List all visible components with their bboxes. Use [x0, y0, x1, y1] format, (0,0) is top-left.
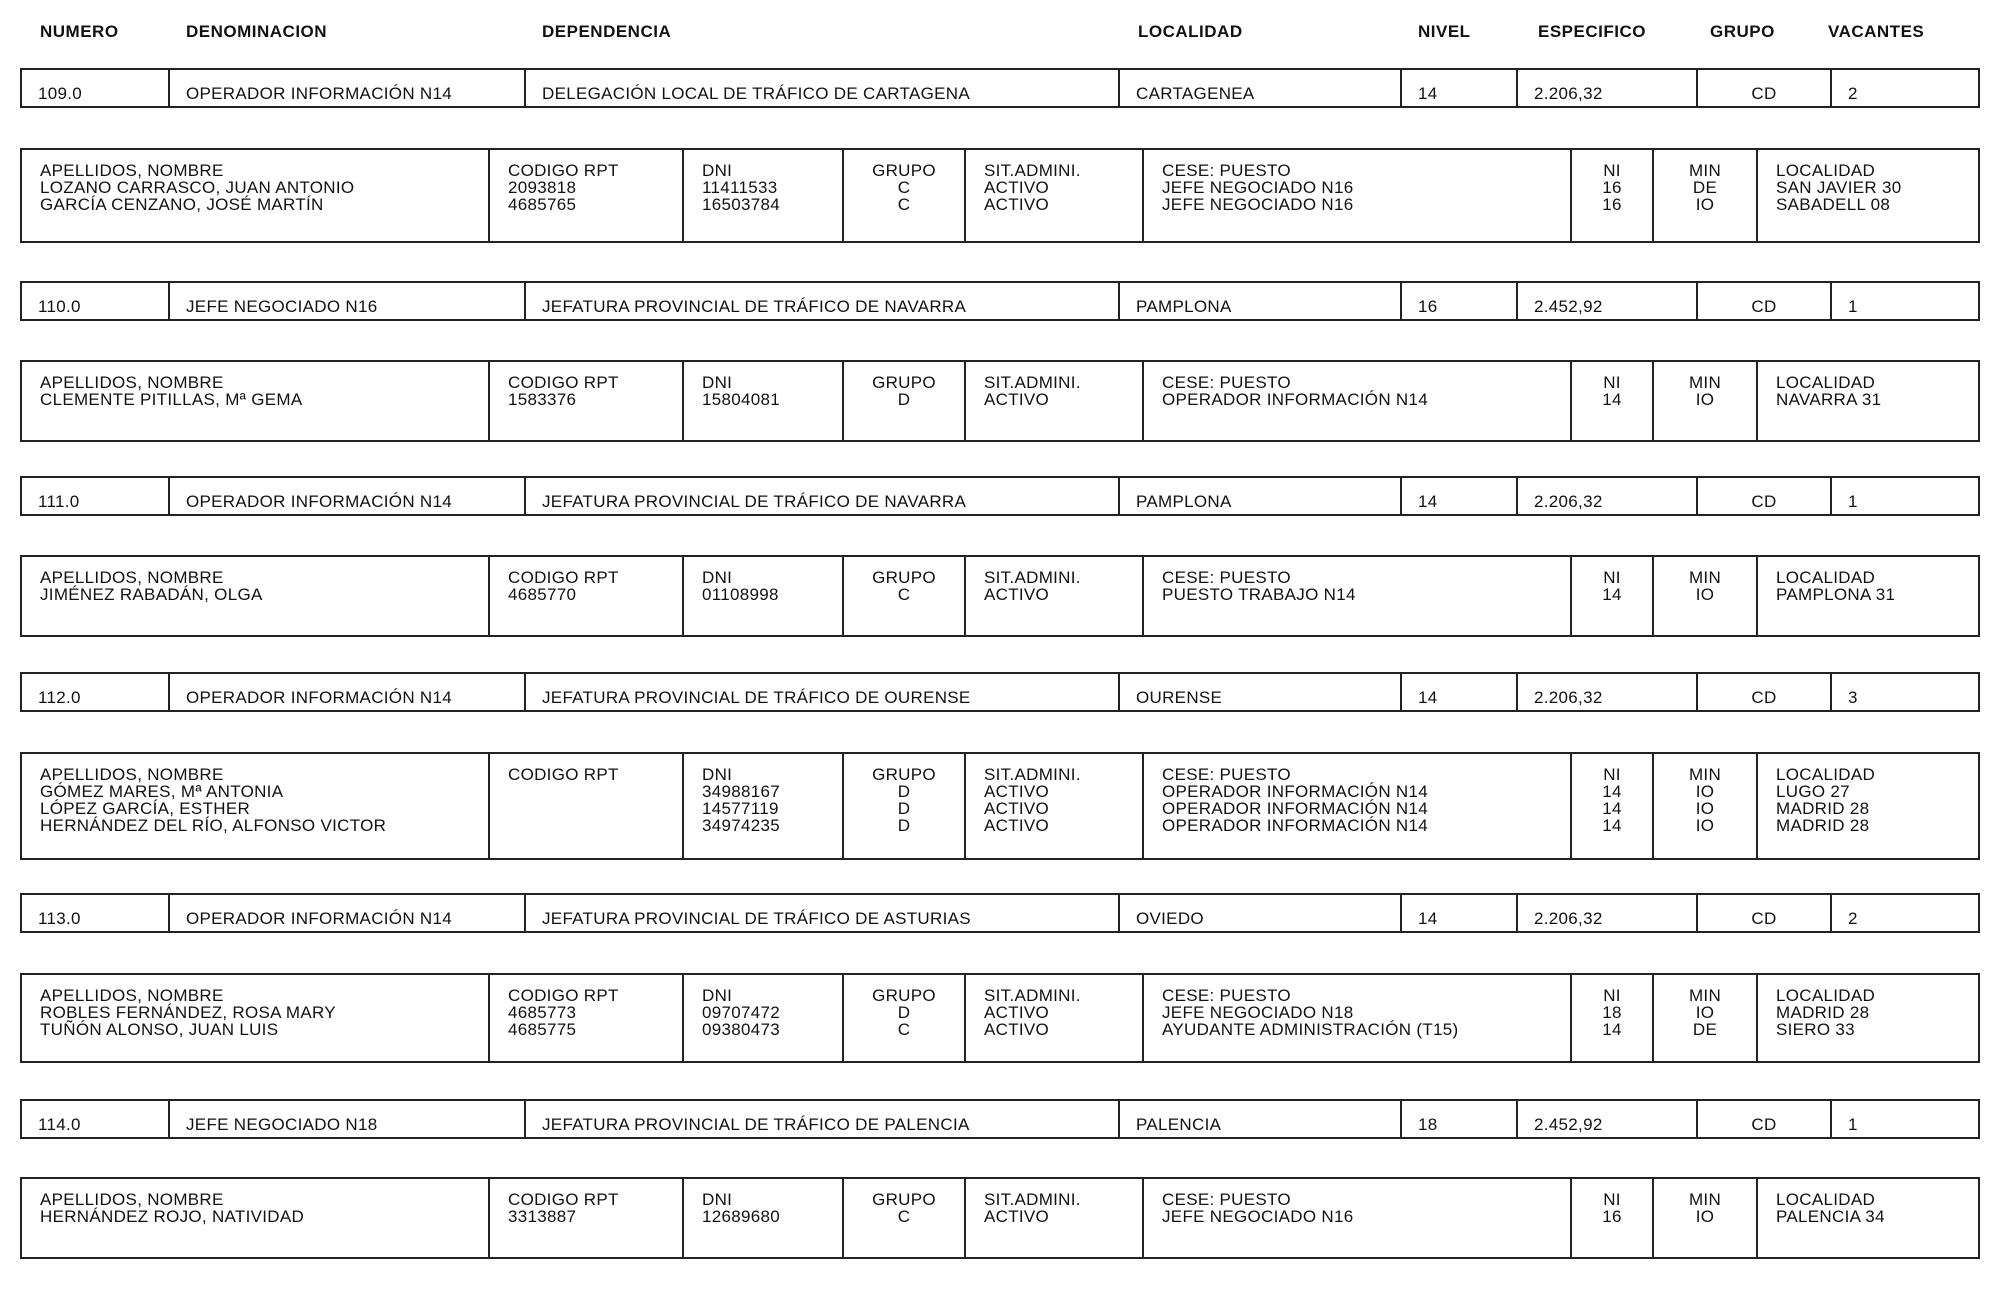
position-numero: 114.0 — [22, 1101, 170, 1137]
applicants-label-min: MIN — [1688, 765, 1722, 784]
applicants-col-cese — [1144, 1179, 1572, 1257]
applicants-col-rpt — [490, 754, 684, 858]
applicant-nombre: TUÑÓN ALONSO, JUAN LUIS — [40, 1020, 279, 1039]
position-row — [20, 1099, 1980, 1139]
applicants-col-loc — [1758, 557, 1982, 635]
position-dependencia: JEFATURA PROVINCIAL DE TRÁFICO DE PALENCIA — [526, 1101, 1120, 1137]
applicant-min: IO — [1695, 585, 1715, 604]
position-localidad: OURENSE — [1120, 674, 1402, 710]
applicants-label-loc: LOCALIDAD — [1776, 373, 1876, 392]
applicants-col-nombre — [22, 362, 490, 440]
applicant-sit: ACTIVO — [984, 195, 1050, 214]
header-dependencia: DEPENDENCIA — [542, 22, 672, 41]
applicants-col-sit — [966, 975, 1144, 1061]
applicant-loc: MADRID 28 — [1776, 1003, 1870, 1022]
applicant-loc: SAN JAVIER 30 — [1776, 178, 1902, 197]
applicants-col-min — [1654, 150, 1758, 241]
header-vacantes: VACANTES — [1828, 22, 1925, 41]
applicants-col-sit — [966, 150, 1144, 241]
position-dependencia: JEFATURA PROVINCIAL DE TRÁFICO DE ASTURIAS — [526, 895, 1120, 931]
position-denominacion: OPERADOR INFORMACIÓN N14 — [170, 70, 526, 106]
applicants-label-sit: SIT.ADMINI. — [984, 568, 1081, 587]
header-grupo: GRUPO — [1710, 22, 1775, 41]
applicant-cese: OPERADOR INFORMACIÓN N14 — [1162, 390, 1429, 409]
applicant-ni: 14 — [1602, 782, 1622, 801]
applicants-col-grupo — [844, 362, 966, 440]
applicant-grupo: D — [897, 390, 911, 409]
applicants-box — [20, 555, 1980, 637]
applicants-label-loc: LOCALIDAD — [1776, 986, 1876, 1005]
applicant-rpt: 4685770 — [508, 585, 577, 604]
header-localidad: LOCALIDAD — [1138, 22, 1243, 41]
applicant-cese: JEFE NEGOCIADO N16 — [1162, 195, 1354, 214]
position-grupo: CD — [1698, 283, 1832, 319]
position-grupo: CD — [1698, 674, 1832, 710]
applicants-label-loc: LOCALIDAD — [1776, 568, 1876, 587]
position-vacantes: 1 — [1848, 492, 1858, 511]
position-numero: 112.0 — [22, 674, 170, 710]
applicant-sit: ACTIVO — [984, 585, 1050, 604]
applicants-col-dni — [684, 557, 844, 635]
applicants-col-rpt — [490, 975, 684, 1061]
applicant-sit: ACTIVO — [984, 1003, 1050, 1022]
applicant-dni: 16503784 — [702, 195, 781, 214]
applicant-nombre: LOZANO CARRASCO, JUAN ANTONIO — [40, 178, 355, 197]
applicants-label-cese: CESE: PUESTO — [1162, 373, 1291, 392]
applicants-col-cese — [1144, 362, 1572, 440]
applicants-col-ni — [1572, 754, 1654, 858]
applicant-grupo: C — [897, 1020, 911, 1039]
applicants-label-loc: LOCALIDAD — [1776, 1190, 1876, 1209]
applicants-label-grupo: GRUPO — [872, 1190, 936, 1209]
applicant-cese: JEFE NEGOCIADO N16 — [1162, 178, 1354, 197]
position-especifico: 2.452,92 — [1518, 1101, 1698, 1137]
applicant-cese: OPERADOR INFORMACIÓN N14 — [1162, 799, 1429, 818]
applicants-col-loc — [1758, 754, 1982, 858]
position-vacantes: 1 — [1848, 297, 1858, 316]
applicant-grupo: C — [897, 195, 911, 214]
applicant-min: IO — [1695, 799, 1715, 818]
position-numero: 110.0 — [22, 283, 170, 319]
applicants-col-min — [1654, 362, 1758, 440]
position-nivel: 16 — [1402, 283, 1518, 319]
applicant-grupo: C — [897, 585, 911, 604]
applicants-col-dni — [684, 362, 844, 440]
applicants-label-ni: NI — [1603, 765, 1621, 784]
applicants-label-cese: CESE: PUESTO — [1162, 1190, 1291, 1209]
applicant-sit: ACTIVO — [984, 799, 1050, 818]
applicant-nombre: HERNÁNDEZ DEL RÍO, ALFONSO VICTOR — [40, 816, 387, 835]
applicants-col-nombre — [22, 557, 490, 635]
applicant-grupo: D — [897, 816, 911, 835]
applicant-loc: NAVARRA 31 — [1776, 390, 1882, 409]
applicants-col-ni — [1572, 557, 1654, 635]
applicants-col-rpt — [490, 557, 684, 635]
applicants-label-dni: DNI — [702, 568, 733, 587]
position-localidad: PAMPLONA — [1120, 283, 1402, 319]
applicants-label-rpt: CODIGO RPT — [508, 986, 619, 1005]
applicant-cese: JEFE NEGOCIADO N18 — [1162, 1003, 1354, 1022]
position-grupo: CD — [1698, 70, 1832, 106]
position-dependencia: DELEGACIÓN LOCAL DE TRÁFICO DE CARTAGENA — [526, 70, 1120, 106]
applicants-col-cese — [1144, 557, 1572, 635]
applicants-col-sit — [966, 1179, 1144, 1257]
applicants-label-grupo: GRUPO — [872, 161, 936, 180]
applicant-min: IO — [1695, 390, 1715, 409]
position-especifico: 2.452,92 — [1518, 283, 1698, 319]
applicants-col-dni — [684, 1179, 844, 1257]
position-nivel: 18 — [1402, 1101, 1518, 1137]
position-denominacion: OPERADOR INFORMACIÓN N14 — [170, 895, 526, 931]
position-numero: 113.0 — [22, 895, 170, 931]
header-especifico: ESPECIFICO — [1538, 22, 1646, 41]
applicant-dni: 11411533 — [702, 178, 778, 197]
applicants-box — [20, 360, 1980, 442]
applicant-sit: ACTIVO — [984, 816, 1050, 835]
applicant-ni: 14 — [1602, 1020, 1622, 1039]
applicants-label-ni: NI — [1603, 161, 1621, 180]
applicant-rpt: 4685765 — [508, 195, 577, 214]
applicant-min: IO — [1695, 782, 1715, 801]
applicants-col-min — [1654, 1179, 1758, 1257]
applicants-label-grupo: GRUPO — [872, 986, 936, 1005]
applicants-label-ni: NI — [1603, 1190, 1621, 1209]
applicant-rpt: 1583376 — [508, 390, 577, 409]
applicants-label-cese: CESE: PUESTO — [1162, 161, 1291, 180]
applicants-col-sit — [966, 754, 1144, 858]
applicant-grupo: D — [897, 782, 911, 801]
position-row — [20, 893, 1980, 933]
applicant-min: DE — [1692, 1020, 1718, 1039]
applicants-label-dni: DNI — [702, 373, 733, 392]
position-denominacion: OPERADOR INFORMACIÓN N14 — [170, 674, 526, 710]
applicants-col-grupo — [844, 754, 966, 858]
position-row — [20, 476, 1980, 516]
applicants-label-nombre: APELLIDOS, NOMBRE — [40, 1190, 224, 1209]
header-numero: NUMERO — [40, 22, 119, 41]
position-numero: 111.0 — [22, 478, 170, 514]
applicants-label-min: MIN — [1688, 1190, 1722, 1209]
applicants-label-nombre: APELLIDOS, NOMBRE — [40, 568, 224, 587]
applicants-label-nombre: APELLIDOS, NOMBRE — [40, 986, 224, 1005]
applicants-label-cese: CESE: PUESTO — [1162, 765, 1291, 784]
applicants-col-grupo — [844, 1179, 966, 1257]
position-dependencia: JEFATURA PROVINCIAL DE TRÁFICO DE NAVARRA — [526, 283, 1120, 319]
applicants-col-rpt — [490, 1179, 684, 1257]
applicant-dni: 09707472 — [702, 1003, 781, 1022]
applicants-label-dni: DNI — [702, 161, 733, 180]
applicant-ni: 14 — [1602, 799, 1622, 818]
applicant-sit: ACTIVO — [984, 1020, 1050, 1039]
applicants-label-ni: NI — [1603, 568, 1621, 587]
applicant-min: IO — [1695, 195, 1715, 214]
applicants-col-loc — [1758, 1179, 1982, 1257]
applicants-col-sit — [966, 557, 1144, 635]
position-numero: 109.0 — [22, 70, 170, 106]
applicant-cese: AYUDANTE ADMINISTRACIÓN (T15) — [1162, 1020, 1459, 1039]
position-nivel: 14 — [1402, 70, 1518, 106]
applicants-col-dni — [684, 975, 844, 1061]
applicant-dni: 12689680 — [702, 1207, 781, 1226]
applicants-label-sit: SIT.ADMINI. — [984, 161, 1081, 180]
applicant-min: IO — [1695, 1207, 1715, 1226]
applicant-rpt: 4685775 — [508, 1020, 577, 1039]
applicant-loc: MADRID 28 — [1776, 799, 1870, 818]
applicant-sit: ACTIVO — [984, 1207, 1050, 1226]
applicant-min: DE — [1692, 178, 1718, 197]
applicants-label-rpt: CODIGO RPT — [508, 568, 619, 587]
position-especifico: 2.206,32 — [1518, 478, 1698, 514]
applicants-col-rpt — [490, 150, 684, 241]
applicant-min: IO — [1695, 816, 1715, 835]
applicants-col-ni — [1572, 1179, 1654, 1257]
applicants-label-ni: NI — [1603, 373, 1621, 392]
applicants-label-grupo: GRUPO — [872, 568, 936, 587]
applicants-label-sit: SIT.ADMINI. — [984, 373, 1081, 392]
applicants-col-nombre — [22, 975, 490, 1061]
applicant-dni: 34988167 — [702, 782, 781, 801]
applicants-label-min: MIN — [1688, 986, 1722, 1005]
position-nivel: 14 — [1402, 674, 1518, 710]
applicant-loc: PAMPLONA 31 — [1776, 585, 1896, 604]
applicant-grupo: D — [897, 1003, 911, 1022]
applicant-loc: SABADELL 08 — [1776, 195, 1891, 214]
applicants-label-cese: CESE: PUESTO — [1162, 986, 1291, 1005]
applicants-col-nombre — [22, 754, 490, 858]
applicant-cese: OPERADOR INFORMACIÓN N14 — [1162, 816, 1429, 835]
applicant-grupo: C — [897, 1207, 911, 1226]
position-vacantes: 1 — [1848, 1115, 1858, 1134]
position-especifico: 2.206,32 — [1518, 70, 1698, 106]
position-dependencia: JEFATURA PROVINCIAL DE TRÁFICO DE OURENSE — [526, 674, 1120, 710]
applicants-label-nombre: APELLIDOS, NOMBRE — [40, 765, 224, 784]
applicants-col-min — [1654, 754, 1758, 858]
applicants-col-loc — [1758, 150, 1982, 241]
applicants-col-nombre — [22, 1179, 490, 1257]
applicants-label-sit: SIT.ADMINI. — [984, 986, 1081, 1005]
applicant-rpt: 3313887 — [508, 1207, 577, 1226]
applicant-nombre: GÓMEZ MARES, Mª ANTONIA — [40, 782, 284, 801]
applicant-nombre: CLEMENTE PITILLAS, Mª GEMA — [40, 390, 303, 409]
applicants-col-grupo — [844, 150, 966, 241]
position-especifico: 2.206,32 — [1518, 895, 1698, 931]
applicant-ni: 14 — [1602, 390, 1622, 409]
position-row — [20, 281, 1980, 321]
applicant-loc: MADRID 28 — [1776, 816, 1870, 835]
position-grupo: CD — [1698, 1101, 1832, 1137]
position-grupo: CD — [1698, 895, 1832, 931]
applicants-label-min: MIN — [1688, 568, 1722, 587]
applicant-rpt: 4685773 — [508, 1003, 577, 1022]
position-nivel: 14 — [1402, 478, 1518, 514]
applicant-rpt: 2093818 — [508, 178, 577, 197]
applicants-label-min: MIN — [1688, 373, 1722, 392]
position-row — [20, 672, 1980, 712]
applicant-sit: ACTIVO — [984, 782, 1050, 801]
applicants-col-ni — [1572, 362, 1654, 440]
applicant-dni: 14577119 — [702, 799, 779, 818]
applicant-ni: 16 — [1602, 195, 1622, 214]
position-localidad: PAMPLONA — [1120, 478, 1402, 514]
applicants-label-grupo: GRUPO — [872, 765, 936, 784]
position-dependencia: JEFATURA PROVINCIAL DE TRÁFICO DE NAVARRA — [526, 478, 1120, 514]
applicant-ni: 16 — [1602, 1207, 1622, 1226]
applicants-label-min: MIN — [1688, 161, 1722, 180]
applicant-grupo: C — [897, 178, 911, 197]
applicants-label-rpt: CODIGO RPT — [508, 1190, 619, 1209]
applicant-grupo: D — [897, 799, 911, 818]
applicant-nombre: HERNÁNDEZ ROJO, NATIVIDAD — [40, 1207, 305, 1226]
applicant-nombre: ROBLES FERNÁNDEZ, ROSA MARY — [40, 1003, 336, 1022]
applicant-min: IO — [1695, 1003, 1715, 1022]
applicant-sit: ACTIVO — [984, 178, 1050, 197]
applicants-label-loc: LOCALIDAD — [1776, 161, 1876, 180]
applicants-col-ni — [1572, 150, 1654, 241]
applicants-box — [20, 148, 1980, 243]
applicants-col-cese — [1144, 975, 1572, 1061]
applicants-col-min — [1654, 975, 1758, 1061]
applicants-col-nombre — [22, 150, 490, 241]
applicants-label-dni: DNI — [702, 765, 733, 784]
position-row — [20, 68, 1980, 108]
position-denominacion: JEFE NEGOCIADO N18 — [170, 1101, 526, 1137]
applicant-sit: ACTIVO — [984, 390, 1050, 409]
applicants-label-dni: DNI — [702, 1190, 733, 1209]
applicant-dni: 15804081 — [702, 390, 781, 409]
position-localidad: OVIEDO — [1120, 895, 1402, 931]
applicants-label-cese: CESE: PUESTO — [1162, 568, 1291, 587]
applicant-nombre: LÓPEZ GARCÍA, ESTHER — [40, 799, 251, 818]
applicants-col-ni — [1572, 975, 1654, 1061]
applicants-label-grupo: GRUPO — [872, 373, 936, 392]
applicant-nombre: GARCÍA CENZANO, JOSÉ MARTÍN — [40, 195, 324, 214]
applicants-col-dni — [684, 754, 844, 858]
applicants-label-rpt: CODIGO RPT — [508, 373, 619, 392]
applicants-box — [20, 752, 1980, 860]
applicant-ni: 14 — [1602, 585, 1622, 604]
applicant-ni: 16 — [1602, 178, 1622, 197]
position-nivel: 14 — [1402, 895, 1518, 931]
applicants-col-dni — [684, 150, 844, 241]
applicants-col-loc — [1758, 362, 1982, 440]
applicant-loc: PALENCIA 34 — [1776, 1207, 1885, 1226]
applicant-loc: LUGO 27 — [1776, 782, 1850, 801]
applicants-label-loc: LOCALIDAD — [1776, 765, 1876, 784]
applicant-nombre: JIMÉNEZ RABADÁN, OLGA — [40, 585, 263, 604]
applicants-col-rpt — [490, 362, 684, 440]
header-nivel: NIVEL — [1418, 22, 1471, 41]
applicants-col-min — [1654, 557, 1758, 635]
applicant-cese: JEFE NEGOCIADO N16 — [1162, 1207, 1354, 1226]
position-denominacion: OPERADOR INFORMACIÓN N14 — [170, 478, 526, 514]
applicant-cese: PUESTO TRABAJO N14 — [1162, 585, 1356, 604]
applicants-col-grupo — [844, 557, 966, 635]
position-vacantes: 2 — [1848, 84, 1858, 103]
applicants-label-nombre: APELLIDOS, NOMBRE — [40, 161, 224, 180]
applicants-label-ni: NI — [1603, 986, 1621, 1005]
position-localidad: CARTAGENEA — [1120, 70, 1402, 106]
applicants-col-loc — [1758, 975, 1982, 1061]
applicants-box — [20, 1177, 1980, 1259]
applicant-dni: 01108998 — [702, 585, 779, 604]
applicant-loc: SIERO 33 — [1776, 1020, 1855, 1039]
applicants-label-dni: DNI — [702, 986, 733, 1005]
header-denominacion: DENOMINACION — [186, 22, 328, 41]
applicants-label-sit: SIT.ADMINI. — [984, 1190, 1081, 1209]
applicant-cese: OPERADOR INFORMACIÓN N14 — [1162, 782, 1429, 801]
applicants-label-rpt: CODIGO RPT — [508, 765, 619, 784]
position-vacantes: 2 — [1848, 909, 1858, 928]
applicants-label-sit: SIT.ADMINI. — [984, 765, 1081, 784]
applicants-label-nombre: APELLIDOS, NOMBRE — [40, 373, 224, 392]
applicant-ni: 18 — [1602, 1003, 1622, 1022]
position-denominacion: JEFE NEGOCIADO N16 — [170, 283, 526, 319]
applicants-col-cese — [1144, 754, 1572, 858]
applicant-ni: 14 — [1602, 816, 1622, 835]
applicant-dni: 34974235 — [702, 816, 781, 835]
position-localidad: PALENCIA — [1120, 1101, 1402, 1137]
applicants-col-grupo — [844, 975, 966, 1061]
applicants-label-rpt: CODIGO RPT — [508, 161, 619, 180]
position-especifico: 2.206,32 — [1518, 674, 1698, 710]
applicants-col-cese — [1144, 150, 1572, 241]
position-vacantes: 3 — [1848, 688, 1858, 707]
applicants-col-sit — [966, 362, 1144, 440]
applicant-dni: 09380473 — [702, 1020, 781, 1039]
applicants-box — [20, 973, 1980, 1063]
position-grupo: CD — [1698, 478, 1832, 514]
